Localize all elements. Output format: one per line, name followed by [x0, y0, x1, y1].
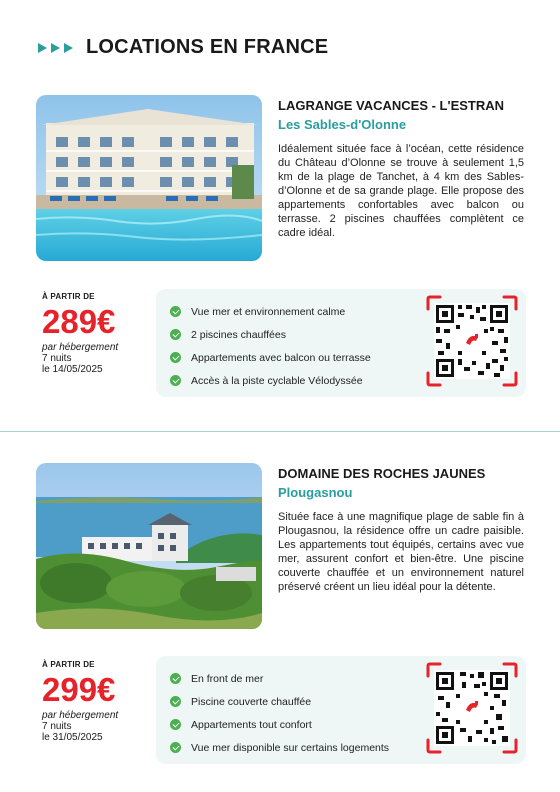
from-label: À PARTIR DE: [42, 292, 95, 301]
start-date: le 31/05/2025: [42, 732, 103, 743]
residence-location: Plougasnou: [278, 485, 353, 500]
check-circle-icon: [170, 306, 181, 317]
residence-description: Située face à une magnifique plage de sable fin à Plougasnou, la résidence offre un cadre paisible. Les appartements tout équipés, certains avec vue mer, assurent confort et bien-être. Une piscine couverte chauffée et un environnement naturel préservé créent un lieu idéal pour la détente.: [278, 511, 524, 593]
check-circle-icon: [170, 742, 181, 753]
price-unit: par hébergement: [42, 342, 119, 353]
check-circle-icon: [170, 673, 181, 684]
chevrons-right-icon: [38, 43, 76, 53]
qr-code-icon[interactable]: [424, 293, 520, 389]
residence-photo: [36, 463, 262, 629]
check-circle-icon: [170, 375, 181, 386]
feature-item: 2 piscines chauffées: [170, 323, 371, 346]
page-title: LOCATIONS EN FRANCE: [86, 36, 329, 58]
section-divider: [0, 431, 560, 432]
residence-name: DOMAINE DES ROCHES JAUNES: [278, 466, 486, 481]
feature-item: Piscine couverte chauffée: [170, 690, 389, 713]
qr-panel: [418, 289, 526, 397]
page-header: [38, 36, 328, 59]
check-circle-icon: [170, 352, 181, 363]
price-block: [42, 660, 118, 743]
from-label: À PARTIR DE: [42, 660, 95, 669]
feature-item: Accès à la piste cyclable Vélodyssée: [170, 369, 371, 392]
residence-location: Les Sables-d'Olonne: [278, 117, 407, 132]
feature-item: Vue mer et environnement calme: [170, 300, 371, 323]
price-block: [42, 292, 118, 375]
residence-name: LAGRANGE VACANCES - L'ESTRAN: [278, 98, 505, 113]
check-circle-icon: [170, 696, 181, 707]
residence-description: Idéalement située face à l’océan, cette résidence du Château d’Olonne se trouve à seulement 1,5 km de la plage de Tanchet, à 4 km des Sables-d’Olonne et de sa grande plage. Elle propose des appartements confortables avec balcon ou terrasse. 2 piscines chauffées complètent ce cadre idéal.: [278, 143, 524, 239]
feature-item: Appartements tout confort: [170, 713, 389, 736]
nights: 7 nuits: [42, 353, 72, 364]
nights: 7 nuits: [42, 721, 72, 732]
price-unit: par hébergement: [42, 710, 119, 721]
check-circle-icon: [170, 719, 181, 730]
check-circle-icon: [170, 329, 181, 340]
features-panel: [156, 656, 428, 764]
price: 289€: [42, 303, 116, 340]
feature-item: Vue mer disponible sur certains logements: [170, 736, 389, 759]
price: 299€: [42, 671, 116, 708]
start-date: le 14/05/2025: [42, 364, 103, 375]
qr-code-icon[interactable]: [424, 660, 520, 756]
features-list: [170, 300, 371, 392]
qr-panel: [418, 656, 526, 764]
feature-item: En front de mer: [170, 667, 389, 690]
residence-photo: [36, 95, 262, 261]
features-list: [170, 667, 389, 759]
feature-item: Appartements avec balcon ou terrasse: [170, 346, 371, 369]
features-panel: [156, 289, 428, 397]
